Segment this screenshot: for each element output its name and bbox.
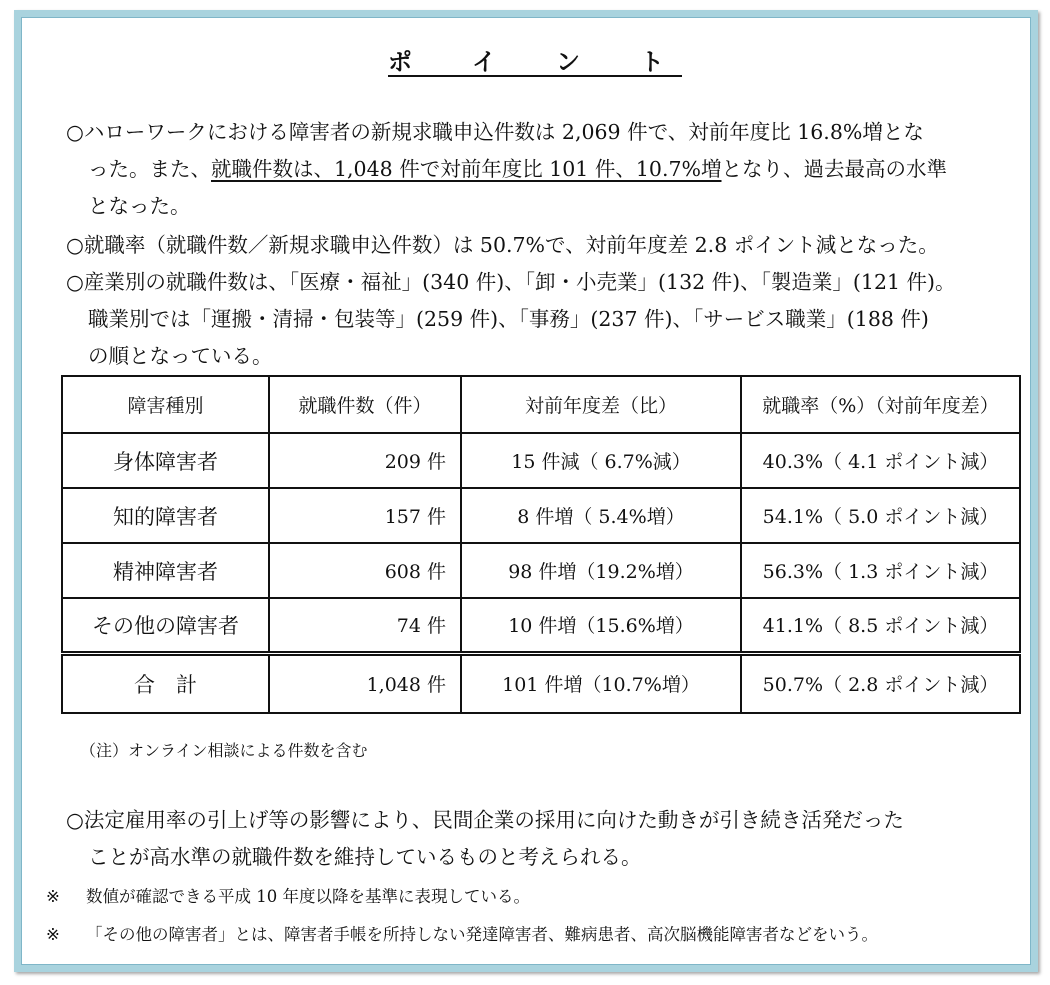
- point-employment-rate: [66, 227, 1026, 264]
- footnote-mark: ※: [46, 925, 60, 944]
- change-cell: 98 件増（19.2%増）: [461, 543, 741, 598]
- paragraph-line: ○ハローワークにおける障害者の新規求職申込件数は 2,069 件で、対前年度比 16.8%増とな: [66, 120, 924, 144]
- paragraph-line: となった。: [88, 194, 191, 218]
- footnote-text: 「その他の障害者」とは、障害者手帳を所持しない発達障害者、難病患者、高次脳機能障害者などをいう。: [86, 925, 878, 944]
- point-analysis: [66, 802, 1026, 876]
- count-cell: 74 件: [269, 598, 461, 653]
- change-cell: 15 件減（ 6.7%減）: [461, 433, 741, 488]
- count-cell: 608 件: [269, 543, 461, 598]
- content-box: [21, 17, 1031, 965]
- table-total-row: [62, 653, 1020, 713]
- page-title: ポ イ ン ト: [388, 47, 682, 76]
- total-count-cell: 1,048 件: [269, 653, 461, 713]
- outer-frame: [14, 10, 1038, 972]
- category-cell: その他の障害者: [62, 598, 269, 653]
- total-rate-cell: 50.7%（ 2.8 ポイント減）: [741, 653, 1020, 713]
- rate-cell: 40.3%（ 4.1 ポイント減）: [741, 433, 1020, 488]
- table-note: （注）オンライン相談による件数を含む: [80, 741, 368, 760]
- point-industry-breakdown: [66, 264, 1026, 375]
- change-cell: 8 件増（ 5.4%増）: [461, 488, 741, 543]
- total-change-cell: 101 件増（10.7%増）: [461, 653, 741, 713]
- footnote-mark: ※: [46, 887, 60, 906]
- header-cell: 就職件数（件）: [269, 376, 461, 433]
- table-header-row: [62, 376, 1020, 433]
- point-job-applications: [66, 114, 1026, 225]
- paragraph-line: 職業別では「運搬・清掃・包装等」(259 件)、「事務」(237 件)、「サービス職業」(188 件): [88, 307, 929, 331]
- total-label-cell: 合 計: [62, 653, 269, 713]
- paragraph-line: ○法定雇用率の引上げ等の影響により、民間企業の採用に向けた動きが引き続き活発だった: [66, 808, 904, 832]
- category-cell: 精神障害者: [62, 543, 269, 598]
- table-row: [62, 488, 1020, 543]
- header-cell: 対前年度差（比）: [461, 376, 741, 433]
- footnote: [46, 883, 530, 907]
- paragraph-line: ○産業別の就職件数は、「医療・福祉」(340 件)、「卸・小売業」(132 件)、「製造業」(121 件)。: [66, 270, 956, 294]
- header-cell: 就職率（%）（対前年度差）: [741, 376, 1020, 433]
- rate-cell: 41.1%（ 8.5 ポイント減）: [741, 598, 1020, 653]
- category-cell: 知的障害者: [62, 488, 269, 543]
- header-cell: 障害種別: [62, 376, 269, 433]
- paragraph-line: った。また、就職件数は、1,048 件で対前年度比 101 件、10.7%増となり、過去最高の水準: [88, 157, 947, 181]
- stats-table: [61, 375, 1021, 714]
- rate-cell: 56.3%（ 1.3 ポイント減）: [741, 543, 1020, 598]
- table-row: [62, 543, 1020, 598]
- footnote: [46, 921, 878, 945]
- count-cell: 157 件: [269, 488, 461, 543]
- paragraph-line: ことが高水準の就職件数を維持しているものと考えられる。: [88, 845, 642, 869]
- change-cell: 10 件増（15.6%増）: [461, 598, 741, 653]
- count-cell: 209 件: [269, 433, 461, 488]
- footnote-text: 数値が確認できる平成 10 年度以降を基準に表現している。: [86, 887, 530, 906]
- paragraph-line: の順となっている。: [88, 344, 273, 368]
- table-row: [62, 433, 1020, 488]
- paragraph-line: ○就職率（就職件数／新規求職申込件数）は 50.7%で、対前年度差 2.8 ポイント減となった。: [66, 233, 939, 257]
- table-row: [62, 598, 1020, 653]
- underlined-highlight: 就職件数は、1,048 件で対前年度比 101 件、10.7%増: [211, 157, 722, 181]
- category-cell: 身体障害者: [62, 433, 269, 488]
- rate-cell: 54.1%（ 5.0 ポイント減）: [741, 488, 1020, 543]
